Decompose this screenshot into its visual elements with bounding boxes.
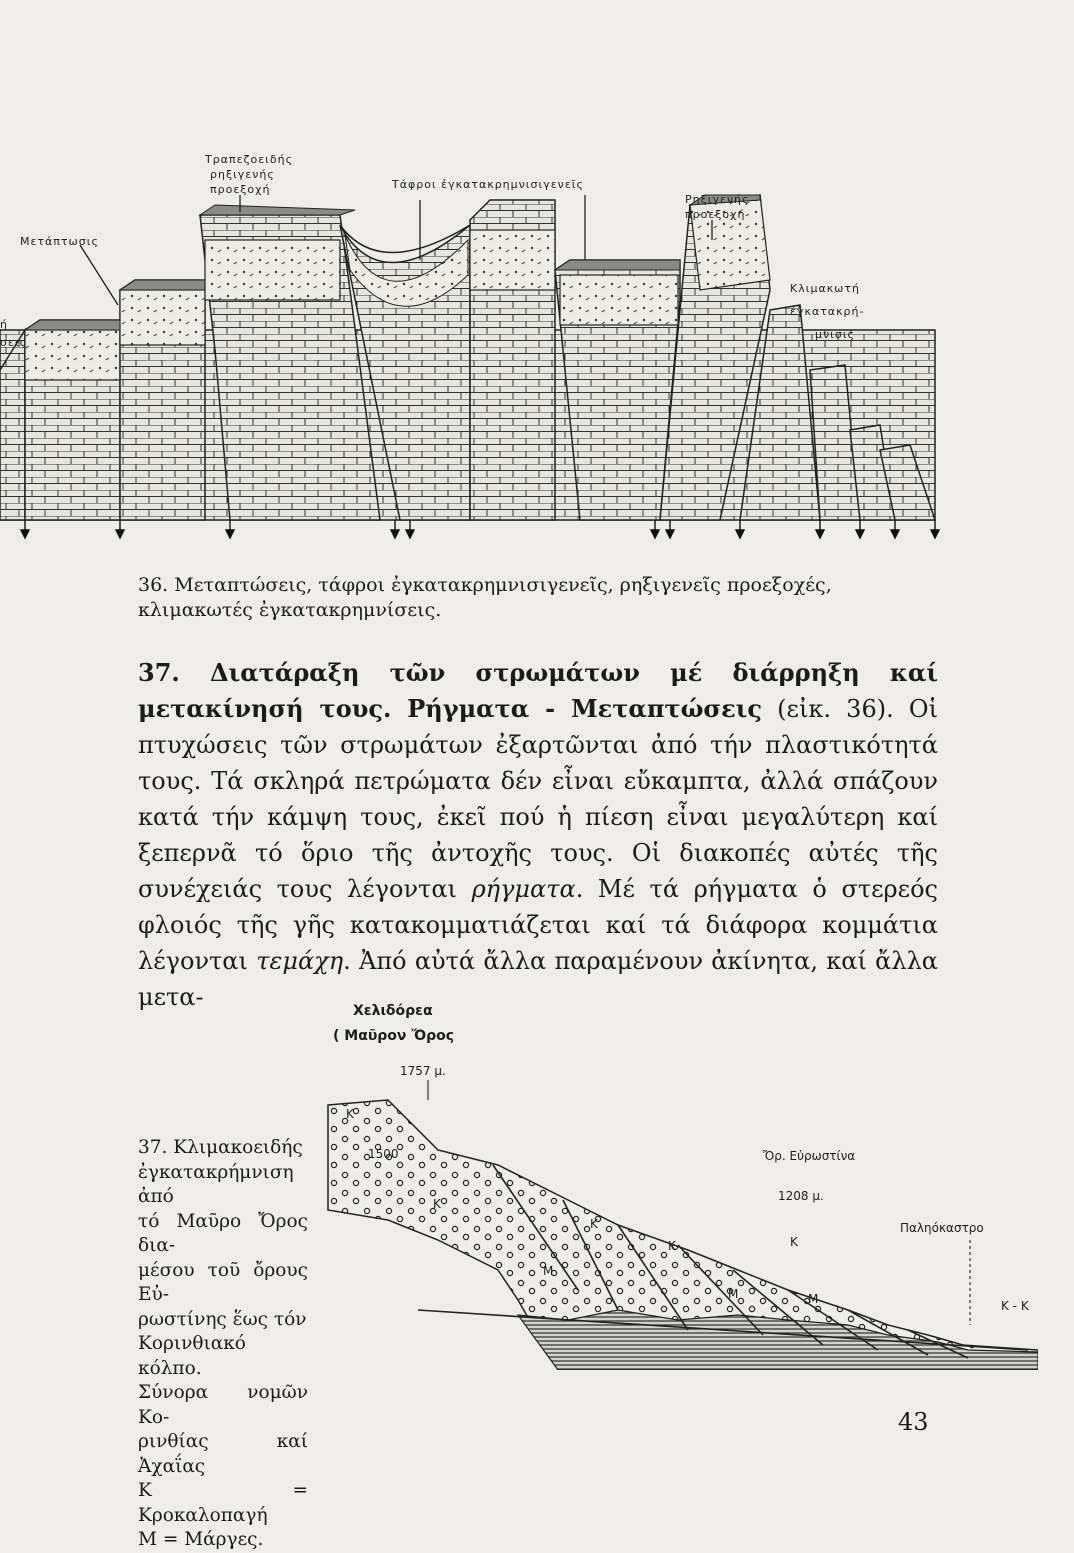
figure-37-caption	[138, 1136, 308, 1553]
label-evrostina-height: 1208 μ.	[778, 1189, 824, 1203]
label-metaptosis: Μετάπτωσις	[20, 235, 99, 248]
label-mid-height: 1500	[368, 1147, 399, 1161]
term-rigmata: ρήγματα	[471, 875, 576, 903]
label-m-3: M	[808, 1292, 819, 1306]
label-k-1: K	[346, 1107, 354, 1121]
section-37-heading: 37. Διατάραξη τῶν στρωμάτων μέ διάρρηξη καί μετακίνησή τους. Ρήγματα - Μεταπτώσεις	[138, 658, 938, 723]
figure-37-profile	[318, 990, 1038, 1370]
label-klimakoti-2: ἐγκατακρή-	[790, 305, 865, 318]
caption-line: Κορινθιακό κόλπο.	[138, 1333, 246, 1379]
label-edge-1: ή	[0, 318, 8, 331]
label-klimakoti-3: μνισις	[815, 328, 856, 341]
caption-line: ἐγκατακρήμνιση ἀπό	[138, 1161, 294, 1207]
label-peak-alt-name: ( Μαῦρον Ὄρος	[333, 1028, 455, 1044]
label-rixigenis-2: προεξοχή	[685, 208, 746, 221]
label-k-3: K	[590, 1217, 598, 1231]
label-k-2: K	[433, 1197, 441, 1211]
caption-line: Μ = Μάργες.	[138, 1529, 264, 1550]
section-37-text-a: (εἰκ. 36). Οἱ πτυχώσεις τῶν στρωμάτων ἐξαρτῶνται ἀπό τήν πλαστικότητά τους. Τά σκληρά πετρώματα δέν εἶναι εὔκαμπτα, ἀλλά σπάζουν κατά τήν κάμψη τους, ἐκεῖ πού ἡ πίεση εἶναι μεγαλύτερη καί ξεπερνᾶ τό ὅριο τῆς ἀντοχῆς τους. Οἱ διακοπές αὐτές τῆς συνέχειάς τους λέγονται	[138, 695, 939, 903]
label-klimakoti-1: Κλιμακωτή	[790, 282, 860, 295]
label-peak-name: Χελιδόρεα	[353, 1003, 433, 1019]
figure-36-fault-diagram	[0, 100, 940, 550]
section-37-text-c: . Ἀπό αὐτά ἄλλα παραμένουν ἀκίνητα, καί ἄλλα μετα-	[138, 947, 938, 1011]
caption-line: τό Μαῦρο Ὄρος δια-	[138, 1210, 308, 1256]
label-trapezoid-1: Τραπεζοειδής	[205, 153, 294, 166]
figure-36-caption: 36. Μεταπτώσεις, τάφροι ἐγκατακρημνισιγενεῖς, ρηξιγενεῖς προεξοχές, κλιμακωτές ἐγκατακρημνίσεις.	[138, 574, 832, 621]
label-k-4: K	[668, 1239, 676, 1253]
label-evrostina: Ὄρ. Εὐρωστίνα	[763, 1149, 856, 1163]
label-k-5: K	[790, 1235, 798, 1249]
label-sea-level: Κ - Κ	[1001, 1299, 1029, 1313]
label-trapezoid-3: προεξοχή	[210, 183, 271, 196]
caption-line: ρινθίας καί Ἀχαΐας	[138, 1431, 308, 1477]
label-edge-2: σεις	[0, 336, 28, 349]
term-temachi: τεμάχη	[256, 947, 344, 975]
label-m-2: M	[728, 1287, 739, 1301]
section-37-text-b: . Μέ τά ρήγματα ὁ στερεός φλοιός τῆς γῆς κατακομματιάζεται καί τά διάφορα κομμάτια λέγονται	[138, 875, 938, 975]
label-trapezoid-2: ρηξιγενής	[210, 168, 275, 181]
caption-line: Κ = Κροκαλοπαγή	[138, 1480, 308, 1526]
caption-line: μέσου τοῦ ὄρους Εὐ-	[138, 1259, 308, 1305]
label-rixigenis-1: Ρηξιγενής	[685, 193, 750, 206]
caption-line: ρωστίνης ἕως τόν	[138, 1308, 307, 1330]
label-m-1: M	[543, 1264, 554, 1278]
caption-line: 37. Κλιμακοειδής	[138, 1137, 303, 1158]
label-palaiokastro: Παληόκαστρο	[900, 1221, 984, 1235]
label-tafroi: Τάφροι ἐγκατακρημνισιγενεῖς	[392, 178, 584, 191]
section-37-body	[138, 655, 938, 1015]
page-number: 43	[898, 1408, 929, 1436]
caption-line: Σύνορα νομῶν Κο-	[138, 1382, 308, 1428]
label-peak-height: 1757 μ.	[400, 1064, 446, 1078]
